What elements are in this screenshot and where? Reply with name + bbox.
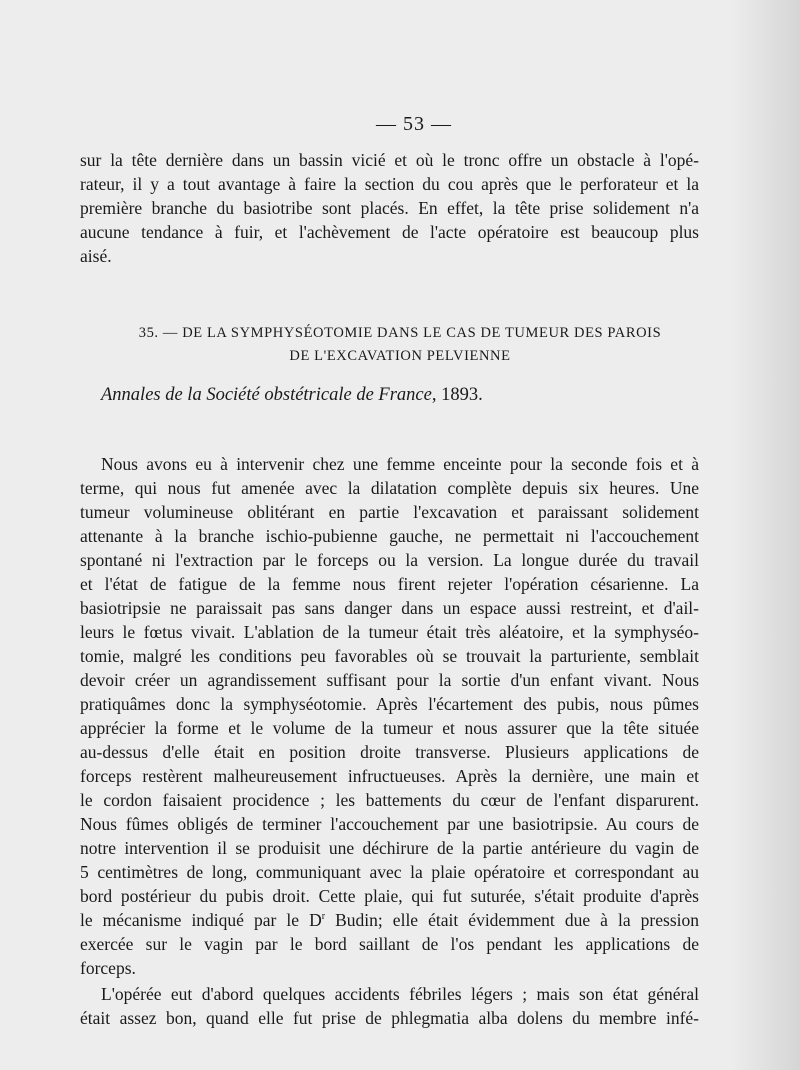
text-line: aisé. [80,246,112,266]
text-line: pratiquâmes donc la symphyséotomie. Après l'écartement des pubis, nous pûmes [80,694,699,714]
text-line: L'opérée eut d'abord quelques accidents fébriles légers ; mais son état général [101,984,699,1004]
line-segment: le mécanisme indiqué par le D [80,910,322,930]
text-line: aucune tendance à fuir, et l'achèvement de l'acte opératoire est beaucoup plus [80,222,699,242]
page-edge-shadow [730,0,800,1070]
journal-title: Annales de la Société obstétricale de France [101,385,432,405]
text-line: spontané ni l'extraction par le forceps ou la version. La longue durée du travail [80,550,699,570]
text-line: sur la tête dernière dans un bassin vicié et où le tronc offre un obstacle à l'opé- [80,150,699,170]
text-line: leurs le fœtus vivait. L'ablation de la tumeur était très aléatoire, et la symphyséo- [80,622,699,642]
text-line: rateur, il y a tout avantage à faire la section du cou après que le perforateur et la [80,174,699,194]
text-line: attenante à la branche ischio-pubienne gauche, ne permettait ni l'accouchement [80,526,699,546]
text-line: première branche du basiotribe sont placés. En effet, la tête prise solidement n'a [80,198,699,218]
text-line: basiotripsie ne paraissait pas sans danger dans un espace aussi restreint, et d'ail- [80,598,699,618]
text-line: terme, qui nous fut amenée avec la dilatation complète depuis six heures. Une [80,478,699,498]
line-segment: Budin; elle était évidemment due à la pression [325,910,699,930]
journal-year: , 1893. [431,385,483,405]
text-line: apprécier la forme et le volume de la tumeur et nous assurer que la tête située [80,718,699,738]
text-line: Nous avons eu à intervenir chez une femme enceinte pour la seconde fois et à [101,454,699,474]
text-line: tumeur volumineuse oblitérant en partie l'excavation et paraissant solidement [80,502,699,522]
text-line: devoir créer un agrandissement suffisant pour la sortie d'un enfant vivant. Nous [80,670,699,690]
text-line: le cordon faisaient procidence ; les battements du cœur de l'enfant disparurent. [80,790,699,810]
text-line-budin [80,908,699,932]
text-line: tomie, malgré les conditions peu favorables où se trouvait la parturiente, semblait [80,646,699,666]
text-line: exercée sur le vagin par le bord saillant de l'os pendant les applications de [80,934,699,954]
text-line: Nous fûmes obligés de terminer l'accouchement par une basiotripsie. Au cours de [80,814,699,834]
final-paragraph [80,982,699,1030]
text-line: 5 centimètres de long, communiquant avec la plaie opératoire et correspondant au [80,862,699,882]
text-line: forceps. [80,958,136,978]
heading-line: 35. — DE LA SYMPHYSÉOTOMIE DANS LE CAS DE TUMEUR DES PAROIS [138,325,662,341]
intro-paragraph [80,148,699,268]
text-line: et l'état de fatigue de la femme nous firent rejeter l'opération césarienne. La [80,574,699,594]
text-line: était assez bon, quand elle fut prise de phlegmatia alba dolens du membre infé- [80,1008,699,1028]
page-number: — 53 — [376,113,452,135]
superscript: r [321,911,326,923]
source-citation [101,385,483,406]
text-line: bord postérieur du pubis droit. Cette plaie, qui fut suturée, s'était produite d'après [80,886,699,906]
body-paragraph [80,452,699,980]
text-line: au-dessus d'elle était en position droite transverse. Plusieurs applications de [80,742,699,762]
text-line: notre intervention il se produisit une déchirure de la partie antérieure du vagin de [80,838,699,858]
section-heading [0,322,800,368]
heading-line: DE L'EXCAVATION PELVIENNE [289,348,511,364]
text-line: forceps restèrent malheureusement infructueuses. Après la dernière, une main et [80,766,699,786]
